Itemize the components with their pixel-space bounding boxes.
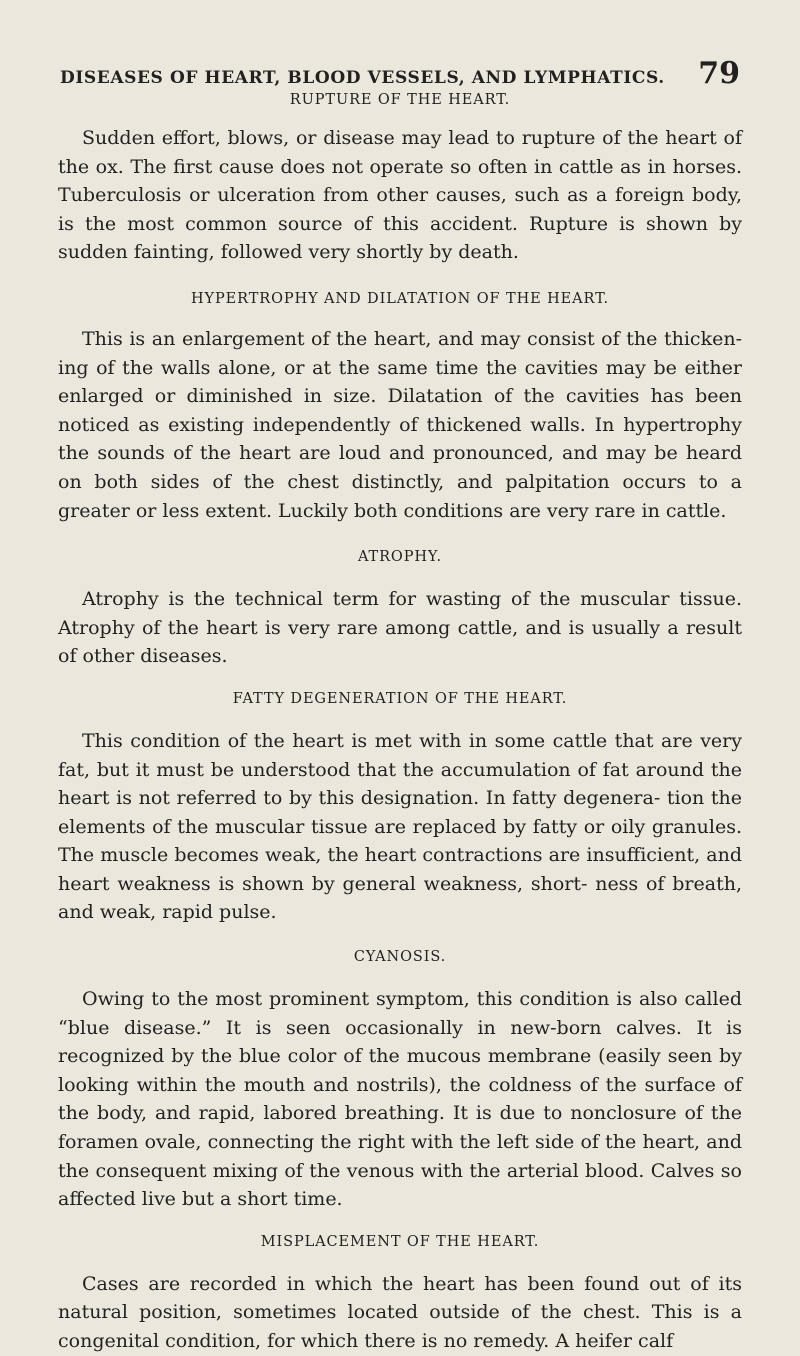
section-paragraph-cyanosis: Owing to the most prominent symptom, this condition is also called “blue disease.” It is seen occasionally in new-born calves. It is recognized by the blue color of the mucous membrane (easily seen by looking within the mouth and nostrils), the coldness of the surface of the body, and rapid, labored breathing. It is due to nonclosure of the foramen ovale, connecting the right with the left side of the heart, and the consequent mixing of the venous with the arterial blood. Calves so affected live but a short time. [58,988,742,1211]
section-heading-atrophy: ATROPHY. [357,549,443,566]
section-heading-rupture: RUPTURE OF THE HEART. [289,92,511,108]
section-heading-hypertrophy: HYPERTROPHY AND DILATATION OF THE HEART. [190,290,610,307]
section-paragraph-hypertrophy: This is an enlargement of the heart, and may consist of the thicken- ing of the walls alone, or at the same time the cavities may be either enlarged or diminished in size. Dilatation of the cavities has been noticed as existing independently of thickened walls. In hypertrophy the sounds of the heart are loud and pronounced, and may be heard on both sides of the chest distinctly, and palpitation occurs to a greater or less extent. Luckily both conditions are very rare in cattle. [58,327,742,522]
section-paragraph-fatty-degeneration: This condition of the heart is met with in some cattle that are very fat, but it must be understood that the accumulation of fat around the heart is not referred to by this designation. In fatty degenera- tion the elements of the muscular tissue are replaced by fatty or oily granules. The muscle becomes weak, the heart contractions are insufficient, and heart weakness is shown by general weakness, short- ness of breath, and weak, rapid pulse. [58,729,742,924]
page-body [58,90,742,1356]
section-heading-cyanosis: CYANOSIS. [353,949,447,966]
page-number: 79 [698,56,740,91]
section-paragraph-atrophy: Atrophy is the technical term for wasting of the muscular tissue. Atrophy of the heart is very rare among cattle, and is usually a result of other diseases. [58,588,742,668]
running-head: DISEASES OF HEART, BLOOD VESSELS, AND LYMPHATICS. [60,68,665,88]
page-header [60,56,740,91]
section-heading-misplacement: MISPLACEMENT OF THE HEART. [260,1233,540,1250]
section-paragraph-misplacement: Cases are recorded in which the heart has been found out of its natural position, sometimes located outside of the chest. This is a congenital condition, for which there is no remedy. A heifer calf [58,1272,742,1352]
section-paragraph-rupture: Sudden effort, blows, or disease may lead to rupture of the heart of the ox. The first cause does not operate so often in cattle as in horses. Tuberculosis or ulceration from other causes, such as a foreign body, is the most common source of this accident. Rupture is shown by sudden fainting, followed very shortly by death. [58,127,742,264]
section-heading-fatty-degeneration: FATTY DEGENERATION OF THE HEART. [232,690,568,707]
